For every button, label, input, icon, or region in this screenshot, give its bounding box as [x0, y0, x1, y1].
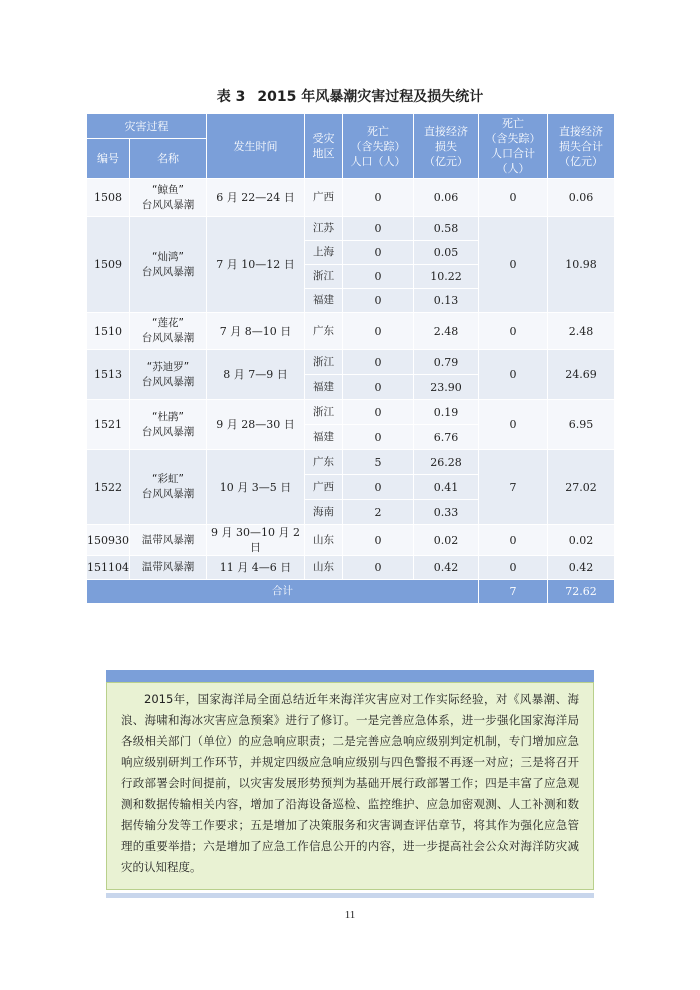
deaths-total: 0 — [479, 217, 548, 313]
event-name: “杜鹃” 台风风暴潮 — [130, 400, 207, 450]
event-name: 温带风暴潮 — [130, 525, 207, 556]
deaths: 0 — [343, 556, 414, 580]
loss-total: 0.02 — [548, 525, 615, 556]
loss: 0.42 — [414, 556, 479, 580]
region: 广西 — [305, 475, 343, 500]
storm-surge-table — [86, 113, 615, 604]
deaths-total: 0 — [479, 350, 548, 400]
textbox-footer-bar — [106, 893, 594, 898]
event-time: 9 月 30—10 月 2 日 — [207, 525, 305, 556]
region: 浙江 — [305, 350, 343, 375]
region: 福建 — [305, 425, 343, 450]
region: 上海 — [305, 241, 343, 265]
event-name: 温带风暴潮 — [130, 556, 207, 580]
deaths-total: 0 — [479, 400, 548, 450]
region: 江苏 — [305, 217, 343, 241]
event-no: 1521 — [87, 400, 130, 450]
deaths-total: 0 — [479, 313, 548, 350]
event-time: 7 月 8—10 日 — [207, 313, 305, 350]
loss-total: 24.69 — [548, 350, 615, 400]
loss: 23.90 — [414, 375, 479, 400]
loss: 0.05 — [414, 241, 479, 265]
event-name: “彩虹” 台风风暴潮 — [130, 450, 207, 525]
region: 浙江 — [305, 265, 343, 289]
loss: 0.41 — [414, 475, 479, 500]
loss: 0.58 — [414, 217, 479, 241]
deaths-total: 0 — [479, 525, 548, 556]
deaths: 0 — [343, 400, 414, 425]
region: 浙江 — [305, 400, 343, 425]
region: 山东 — [305, 525, 343, 556]
header-no: 编号 — [87, 139, 130, 179]
loss: 0.06 — [414, 179, 479, 217]
table-row — [87, 556, 615, 580]
loss: 0.19 — [414, 400, 479, 425]
deaths: 2 — [343, 500, 414, 525]
table-row — [87, 179, 615, 217]
event-name: “苏迪罗” 台风风暴潮 — [130, 350, 207, 400]
table-row — [87, 525, 615, 556]
total-deaths: 7 — [479, 580, 548, 604]
event-no: 151104 — [87, 556, 130, 580]
region: 福建 — [305, 289, 343, 313]
loss: 0.02 — [414, 525, 479, 556]
region: 广东 — [305, 450, 343, 475]
event-name: “鲸鱼” 台风风暴潮 — [130, 179, 207, 217]
deaths: 5 — [343, 450, 414, 475]
event-name: “灿鸿” 台风风暴潮 — [130, 217, 207, 313]
region: 福建 — [305, 375, 343, 400]
deaths: 0 — [343, 179, 414, 217]
table-caption — [0, 86, 700, 106]
event-time: 7 月 10—12 日 — [207, 217, 305, 313]
event-time: 10 月 3—5 日 — [207, 450, 305, 525]
event-no: 1510 — [87, 313, 130, 350]
header-deaths-total: 死亡 （含失踪） 人口合计 （人） — [479, 114, 548, 179]
event-no: 1522 — [87, 450, 130, 525]
deaths: 0 — [343, 350, 414, 375]
table-row — [87, 217, 615, 241]
textbox-header-bar — [106, 670, 594, 682]
total-row — [87, 580, 615, 604]
event-time: 6 月 22—24 日 — [207, 179, 305, 217]
event-time: 9 月 28—30 日 — [207, 400, 305, 450]
event-no: 150930 — [87, 525, 130, 556]
region: 海南 — [305, 500, 343, 525]
deaths: 0 — [343, 425, 414, 450]
loss-total: 6.95 — [548, 400, 615, 450]
table-number: 表 3 — [216, 89, 246, 105]
header-deaths: 死亡 （含失踪） 人口（人） — [343, 114, 414, 179]
loss: 6.76 — [414, 425, 479, 450]
loss-total: 2.48 — [548, 313, 615, 350]
loss-total: 0.06 — [548, 179, 615, 217]
deaths-total: 0 — [479, 179, 548, 217]
header-loss-total: 直接经济 损失合计 （亿元） — [548, 114, 615, 179]
loss-total: 10.98 — [548, 217, 615, 313]
deaths: 0 — [343, 313, 414, 350]
info-textbox — [106, 682, 594, 890]
loss: 0.79 — [414, 350, 479, 375]
header-region: 受灾 地区 — [305, 114, 343, 179]
info-paragraph: 2015年，国家海洋局全面总结近年来海洋灾害应对工作实际经验，对《风暴潮、海浪、海啸和海冰灾害应急预案》进行了修订。一是完善应急体系，进一步强化国家海洋局各级相关部门（单位）的应急响应职责；二是完善应急响应级别判定机制，专门增加应急响应级别研判工作环节，并规定四级应急响应级别与四色警报不再逐一对应；三是将召开行政部署会时间提前，以灾害发展形势预判为基础开展行政部署工作；四是丰富了应急观测和数据传输相关内容，增加了沿海设备巡检、监控维护、应急加密观测、人工补测和数据传输分发等工作要求；五是增加了决策服务和灾害调查评估章节，将其作为强化应急管理的重要举措；六是增加了应急工作信息公开的内容，进一步提高社会公众对海洋防灾减灾的认知程度。 — [121, 692, 579, 874]
deaths: 0 — [343, 217, 414, 241]
region: 广东 — [305, 313, 343, 350]
loss: 0.33 — [414, 500, 479, 525]
loss-total: 27.02 — [548, 450, 615, 525]
event-time: 11 月 4—6 日 — [207, 556, 305, 580]
deaths: 0 — [343, 525, 414, 556]
loss-total: 0.42 — [548, 556, 615, 580]
header-loss: 直接经济 损失 （亿元） — [414, 114, 479, 179]
region: 广西 — [305, 179, 343, 217]
region: 山东 — [305, 556, 343, 580]
header-name: 名称 — [130, 139, 207, 179]
total-label: 合计 — [87, 580, 479, 604]
table-title: 2015 年风暴潮灾害过程及损失统计 — [257, 89, 484, 105]
loss: 0.13 — [414, 289, 479, 313]
table-row — [87, 313, 615, 350]
table-row — [87, 450, 615, 475]
deaths: 0 — [343, 289, 414, 313]
deaths: 0 — [343, 265, 414, 289]
header-group: 灾害过程 — [87, 114, 207, 139]
table-row — [87, 350, 615, 375]
loss: 10.22 — [414, 265, 479, 289]
deaths: 0 — [343, 241, 414, 265]
event-no: 1513 — [87, 350, 130, 400]
deaths-total: 0 — [479, 556, 548, 580]
event-no: 1508 — [87, 179, 130, 217]
page-number: 11 — [344, 909, 356, 921]
loss: 2.48 — [414, 313, 479, 350]
header-time: 发生时间 — [207, 114, 305, 179]
event-time: 8 月 7—9 日 — [207, 350, 305, 400]
event-no: 1509 — [87, 217, 130, 313]
event-name: “莲花” 台风风暴潮 — [130, 313, 207, 350]
deaths-total: 7 — [479, 450, 548, 525]
table-row — [87, 400, 615, 425]
total-loss: 72.62 — [548, 580, 615, 604]
deaths: 0 — [343, 475, 414, 500]
loss: 26.28 — [414, 450, 479, 475]
deaths: 0 — [343, 375, 414, 400]
